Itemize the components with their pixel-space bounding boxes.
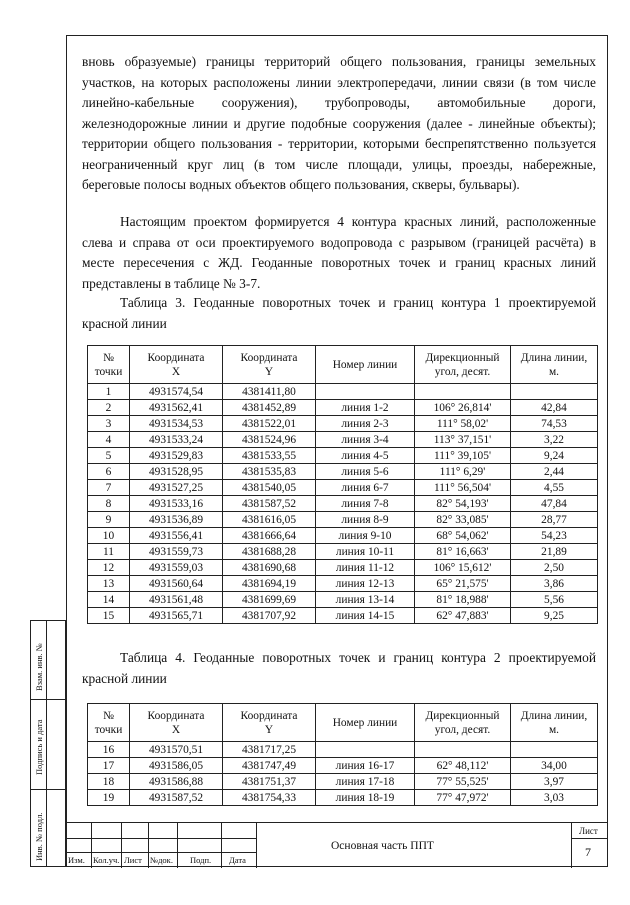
cell-point-no: 13 (88, 576, 130, 592)
cell-point-no: 17 (88, 758, 130, 774)
table-row (88, 512, 598, 528)
cell-line-name: линия 4-5 (316, 448, 415, 464)
cell-line-name: линия 3-4 (316, 432, 415, 448)
cell-direction: 113° 37,151' (415, 432, 511, 448)
cell-direction (415, 384, 511, 400)
table-row (88, 496, 598, 512)
cell-line-name: линия 6-7 (316, 480, 415, 496)
header-line-name: Номер линии (316, 346, 415, 384)
cell-coord-x: 4931565,71 (130, 608, 223, 624)
cell-coord-y: 4381751,37 (223, 774, 316, 790)
cell-length: 9,25 (511, 608, 598, 624)
tb-col-data: Дата (229, 855, 246, 865)
cell-direction: 77° 55,525' (415, 774, 511, 790)
cell-coord-x: 4931561,48 (130, 592, 223, 608)
header-coord-y: Координата Y (223, 346, 316, 384)
cell-coord-y: 4381533,55 (223, 448, 316, 464)
header-coord-y: Координата Y (223, 704, 316, 742)
cell-coord-x: 4931533,24 (130, 432, 223, 448)
cell-direction: 81° 16,663' (415, 544, 511, 560)
cell-coord-y: 4381587,52 (223, 496, 316, 512)
cell-length: 21,89 (511, 544, 598, 560)
table-row (88, 544, 598, 560)
cell-length: 28,77 (511, 512, 598, 528)
cell-coord-x: 4931528,95 (130, 464, 223, 480)
cell-coord-x: 4931533,16 (130, 496, 223, 512)
cell-direction: 106° 15,612' (415, 560, 511, 576)
cell-length: 2,44 (511, 464, 598, 480)
sheet-label: Лист (579, 826, 598, 836)
cell-length: 2,50 (511, 560, 598, 576)
cell-line-name (316, 384, 415, 400)
table-4-caption: Таблица 4. Геоданные поворотных точек и границ контура 2 проектируемой красной линии (82, 650, 596, 686)
table-row (88, 790, 598, 806)
cell-coord-y: 4381535,83 (223, 464, 316, 480)
paragraph-2: Настоящим проектом формируется 4 контура красных линий, расположенные слева и справа от оси проектируемого водопровода с разрывом (границей расчёта) в месте пересечения с ЖД. Геоданные поворотных точек и границ красных линий представлены в таблице № 3-7. (82, 214, 596, 291)
title-block (66, 822, 608, 868)
cell-direction: 111° 58,02' (415, 416, 511, 432)
cell-coord-x: 4931562,41 (130, 400, 223, 416)
document-title: Основная часть ППТ (331, 840, 434, 852)
cell-point-no: 11 (88, 544, 130, 560)
cell-coord-x: 4931559,73 (130, 544, 223, 560)
cell-length: 47,84 (511, 496, 598, 512)
cell-direction: 82° 33,085' (415, 512, 511, 528)
table-row (88, 774, 598, 790)
cell-coord-y: 4381540,05 (223, 480, 316, 496)
geodata-table-3 (87, 345, 598, 624)
cell-length: 74,53 (511, 416, 598, 432)
cell-coord-x: 4931586,88 (130, 774, 223, 790)
header-direction: Дирекционный угол, десят. (415, 346, 511, 384)
cell-coord-x: 4931536,89 (130, 512, 223, 528)
table-row (88, 448, 598, 464)
cell-line-name: линия 9-10 (316, 528, 415, 544)
cell-coord-y: 4381690,68 (223, 560, 316, 576)
cell-coord-x: 4931529,83 (130, 448, 223, 464)
cell-coord-x: 4931587,52 (130, 790, 223, 806)
cell-direction: 111° 39,105' (415, 448, 511, 464)
cell-length: 5,56 (511, 592, 598, 608)
table-row (88, 576, 598, 592)
header-coord-x: Координата X (130, 346, 223, 384)
cell-line-name (316, 742, 415, 758)
cell-direction: 82° 54,193' (415, 496, 511, 512)
cell-coord-x: 4931570,51 (130, 742, 223, 758)
table-row (88, 480, 598, 496)
cell-line-name: линия 7-8 (316, 496, 415, 512)
cell-point-no: 6 (88, 464, 130, 480)
table-row (88, 528, 598, 544)
cell-direction (415, 742, 511, 758)
cell-coord-x: 4931527,25 (130, 480, 223, 496)
cell-direction: 68° 54,062' (415, 528, 511, 544)
cell-coord-y: 4381524,96 (223, 432, 316, 448)
paragraph-1: вновь образуемые) границы территорий общего пользования, границы земельных участков, на которых расположены линии электропередачи, линии связи (в том числе линейно-кабельные сооружения), трубопроводы, автомобильные дороги, железнодорожные линии и другие подобные сооружения (далее - линейные объекты); территории общего пользования - территории, которыми беспрепятственно пользуется неограниченный круг лиц (в том числе площади, улицы, проезды, набережные, береговые полосы водных объектов общего пользования, скверы, бульвары). (82, 54, 596, 192)
cell-coord-x: 4931534,53 (130, 416, 223, 432)
cell-line-name: линия 8-9 (316, 512, 415, 528)
table-row (88, 384, 598, 400)
cell-line-name: линия 5-6 (316, 464, 415, 480)
cell-line-name: линия 13-14 (316, 592, 415, 608)
cell-point-no: 3 (88, 416, 130, 432)
table-row (88, 608, 598, 624)
cell-length: 3,97 (511, 774, 598, 790)
cell-point-no: 5 (88, 448, 130, 464)
cell-coord-y: 4381411,80 (223, 384, 316, 400)
cell-line-name: линия 2-3 (316, 416, 415, 432)
cell-length: 9,24 (511, 448, 598, 464)
cell-coord-y: 4381747,49 (223, 758, 316, 774)
header-point-no: № точки (88, 346, 130, 384)
table-row (88, 758, 598, 774)
cell-point-no: 14 (88, 592, 130, 608)
cell-line-name: линия 17-18 (316, 774, 415, 790)
cell-coord-x: 4931586,05 (130, 758, 223, 774)
header-coord-x: Координата X (130, 704, 223, 742)
cell-line-name: линия 1-2 (316, 400, 415, 416)
cell-coord-x: 4931556,41 (130, 528, 223, 544)
cell-line-name: линия 14-15 (316, 608, 415, 624)
table-header-row (88, 346, 598, 384)
geodata-table-4 (87, 703, 598, 806)
cell-coord-x: 4931574,54 (130, 384, 223, 400)
cell-length: 34,00 (511, 758, 598, 774)
side-stamp (30, 620, 66, 867)
header-line-name: Номер линии (316, 704, 415, 742)
cell-coord-x: 4931560,64 (130, 576, 223, 592)
cell-line-name: линия 10-11 (316, 544, 415, 560)
side-stamp-vzam: Взам. инв. № (34, 643, 44, 691)
cell-length: 3,03 (511, 790, 598, 806)
table-3-caption: Таблица 3. Геоданные поворотных точек и границ контура 1 проектируемой красной линии (82, 295, 596, 331)
tb-col-kol: Кол.уч. (93, 855, 120, 865)
table-row (88, 464, 598, 480)
cell-coord-y: 4381699,69 (223, 592, 316, 608)
cell-line-name: линия 11-12 (316, 560, 415, 576)
table-row (88, 432, 598, 448)
cell-direction: 106° 26,814' (415, 400, 511, 416)
header-length: Длина линии, м. (511, 704, 598, 742)
cell-direction: 111° 6,29' (415, 464, 511, 480)
side-stamp-podpis: Подпись и дата (34, 719, 44, 775)
cell-point-no: 15 (88, 608, 130, 624)
table-row (88, 400, 598, 416)
cell-direction: 65° 21,575' (415, 576, 511, 592)
cell-coord-y: 4381666,64 (223, 528, 316, 544)
header-point-no: № точки (88, 704, 130, 742)
cell-coord-y: 4381754,33 (223, 790, 316, 806)
tb-col-ndok: №док. (150, 855, 173, 865)
cell-direction: 81° 18,988' (415, 592, 511, 608)
cell-direction: 62° 48,112' (415, 758, 511, 774)
tb-col-podp: Подп. (190, 855, 212, 865)
cell-direction: 77° 47,972' (415, 790, 511, 806)
cell-point-no: 10 (88, 528, 130, 544)
cell-line-name: линия 18-19 (316, 790, 415, 806)
cell-line-name: линия 12-13 (316, 576, 415, 592)
header-length: Длина линии, м. (511, 346, 598, 384)
cell-length: 3,86 (511, 576, 598, 592)
cell-coord-y: 4381717,25 (223, 742, 316, 758)
cell-point-no: 19 (88, 790, 130, 806)
cell-length: 54,23 (511, 528, 598, 544)
table-row (88, 592, 598, 608)
table-header-row (88, 704, 598, 742)
cell-length: 42,84 (511, 400, 598, 416)
cell-length: 4,55 (511, 480, 598, 496)
cell-point-no: 2 (88, 400, 130, 416)
sheet-number: 7 (585, 845, 591, 859)
cell-line-name: линия 16-17 (316, 758, 415, 774)
cell-point-no: 16 (88, 742, 130, 758)
side-stamp-inv: Инв. № подл. (34, 812, 44, 861)
table-row (88, 742, 598, 758)
cell-direction: 62° 47,883' (415, 608, 511, 624)
cell-point-no: 18 (88, 774, 130, 790)
cell-coord-y: 4381707,92 (223, 608, 316, 624)
header-direction: Дирекционный угол, десят. (415, 704, 511, 742)
table-row (88, 416, 598, 432)
cell-point-no: 12 (88, 560, 130, 576)
tb-col-izm: Изм. (68, 855, 85, 865)
cell-direction: 111° 56,504' (415, 480, 511, 496)
cell-coord-y: 4381452,89 (223, 400, 316, 416)
table-row (88, 560, 598, 576)
cell-length: 3,22 (511, 432, 598, 448)
cell-length (511, 742, 598, 758)
cell-point-no: 4 (88, 432, 130, 448)
cell-point-no: 8 (88, 496, 130, 512)
cell-length (511, 384, 598, 400)
cell-point-no: 7 (88, 480, 130, 496)
tb-col-list: Лист (124, 855, 142, 865)
cell-coord-y: 4381522,01 (223, 416, 316, 432)
cell-point-no: 9 (88, 512, 130, 528)
cell-point-no: 1 (88, 384, 130, 400)
cell-coord-y: 4381688,28 (223, 544, 316, 560)
cell-coord-y: 4381694,19 (223, 576, 316, 592)
cell-coord-y: 4381616,05 (223, 512, 316, 528)
cell-coord-x: 4931559,03 (130, 560, 223, 576)
